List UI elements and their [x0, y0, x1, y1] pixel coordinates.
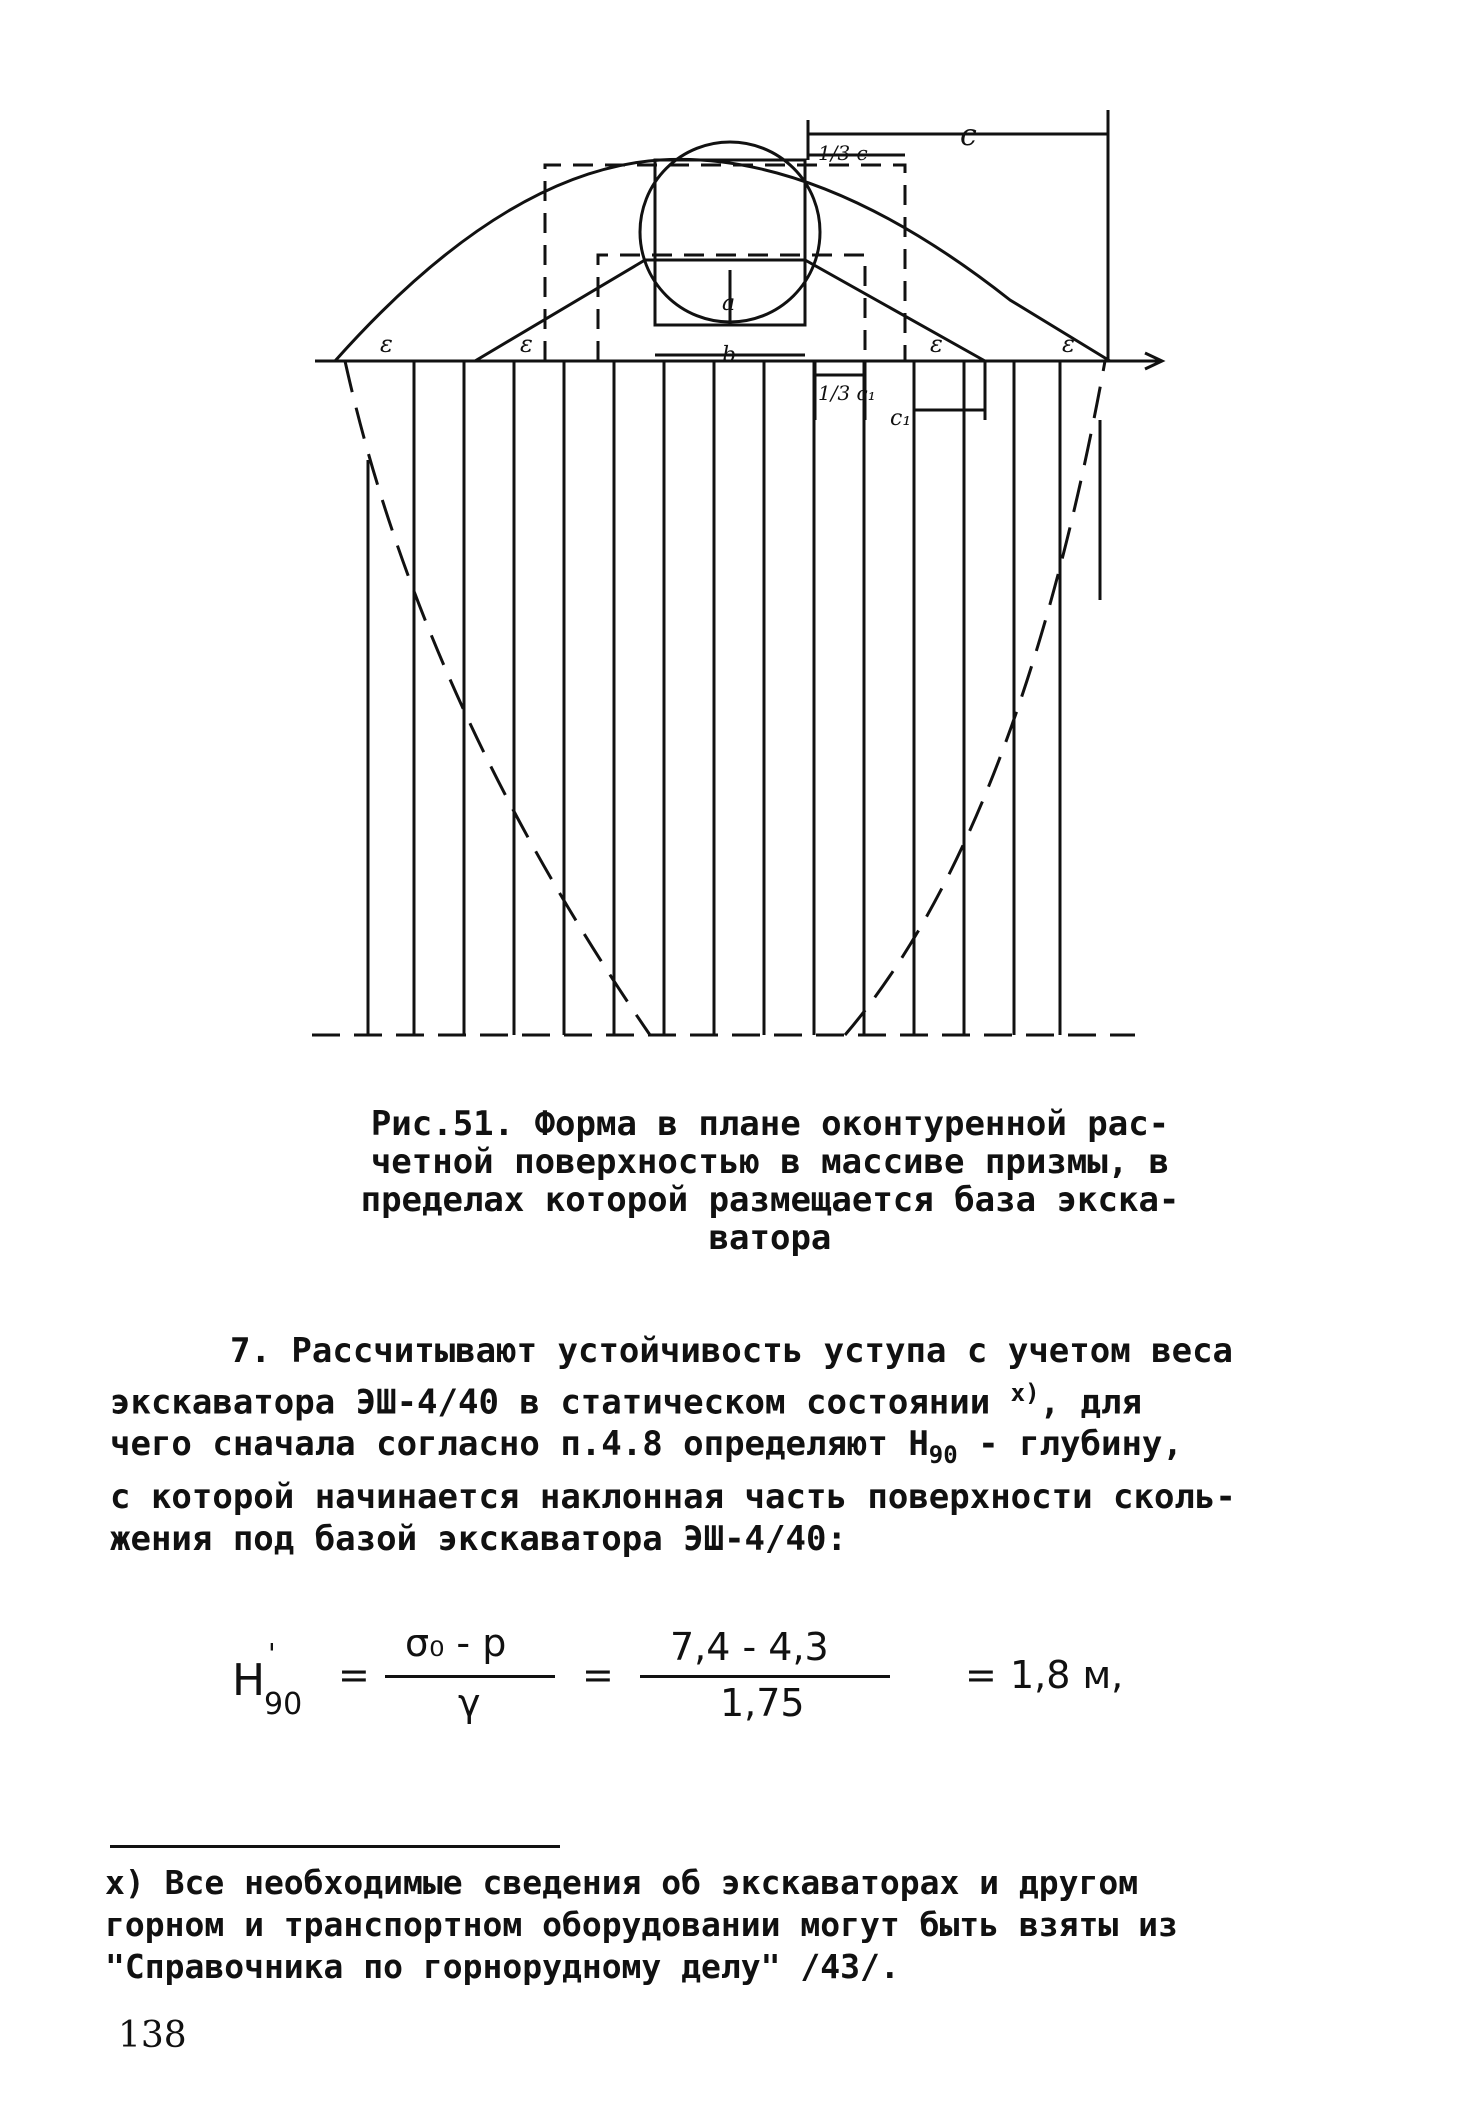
label-third-c: 1/3 c — [818, 141, 868, 165]
fraction-bar-1 — [385, 1675, 555, 1678]
formula-denominator-1: γ — [458, 1681, 481, 1725]
page-number: 138 — [118, 2015, 187, 2056]
vertical-lines — [368, 361, 1100, 1035]
text-span: , для — [1039, 1382, 1142, 1423]
formula-denominator-2: 1,75 — [720, 1681, 805, 1725]
text-span: - глубину, — [957, 1424, 1183, 1465]
footnote-rule — [110, 1845, 560, 1848]
paragraph-line: с которой начинается наклонная часть поверхности сколь- — [110, 1477, 1236, 1518]
footnote-line: "Справочника по горнорудному делу" /43/. — [105, 1947, 900, 1986]
fraction-bar-2 — [640, 1675, 890, 1678]
label-c: c — [960, 118, 977, 153]
formula-equals: = — [338, 1653, 370, 1697]
formula-numerator-2: 7,4 - 4,3 — [670, 1625, 829, 1669]
caption-line: ватора — [708, 1218, 832, 1258]
footnote-line: горном и транспортном оборудовании могут быть взяты из — [105, 1905, 1178, 1944]
caption-line: Рис.51. Форма в плане оконтуренной рас- — [370, 1104, 1170, 1144]
paragraph-7 — [110, 1330, 1400, 1560]
label-epsilon-3: ε — [930, 330, 943, 358]
formula-h90 — [220, 1621, 1220, 1745]
subscript: 90 — [928, 1441, 958, 1470]
formula-prime: ' — [268, 1637, 276, 1670]
caption-line: пределах которой размещается база экска- — [360, 1180, 1180, 1220]
formula-lhs: H — [232, 1655, 266, 1706]
footnote-marker: x) — [1010, 1379, 1040, 1407]
paragraph-line — [110, 1423, 1400, 1476]
paragraph-line: жения под базой экскаватора ЭШ-4/40: — [110, 1519, 847, 1560]
label-epsilon-2: ε — [520, 330, 533, 358]
paragraph-line — [110, 1372, 1400, 1423]
paragraph-line: 7. Рассчитывают устойчивость уступа с учетом веса — [230, 1331, 1234, 1371]
formula-result: 1,8 м, — [1010, 1653, 1124, 1697]
label-epsilon-1: ε — [380, 330, 393, 358]
label-third-c1: 1/3 c₁ — [818, 381, 876, 405]
figure-caption — [290, 1105, 1250, 1257]
formula-subscript: 90 — [264, 1687, 303, 1722]
text-span: экскаватора ЭШ-4/40 в статическом состоянии — [110, 1382, 1011, 1423]
caption-line: четной поверхностью в массиве призмы, в — [370, 1142, 1170, 1182]
footnote-line: x) Все необходимые сведения об экскаваторах и другом — [105, 1863, 1139, 1902]
lower-dashed-contour — [345, 361, 1105, 1035]
formula-equals: = — [582, 1653, 614, 1697]
formula-equals: = — [965, 1653, 997, 1697]
label-b: b — [722, 343, 737, 368]
label-a: a — [722, 291, 736, 316]
footnote — [105, 1862, 1405, 1988]
formula-numerator-1: σ₀ - p — [405, 1621, 507, 1665]
label-c1: c₁ — [890, 406, 912, 431]
text-span: чего сначала согласно п.4.8 определяют H — [110, 1424, 929, 1465]
label-epsilon-4: ε — [1062, 330, 1075, 358]
